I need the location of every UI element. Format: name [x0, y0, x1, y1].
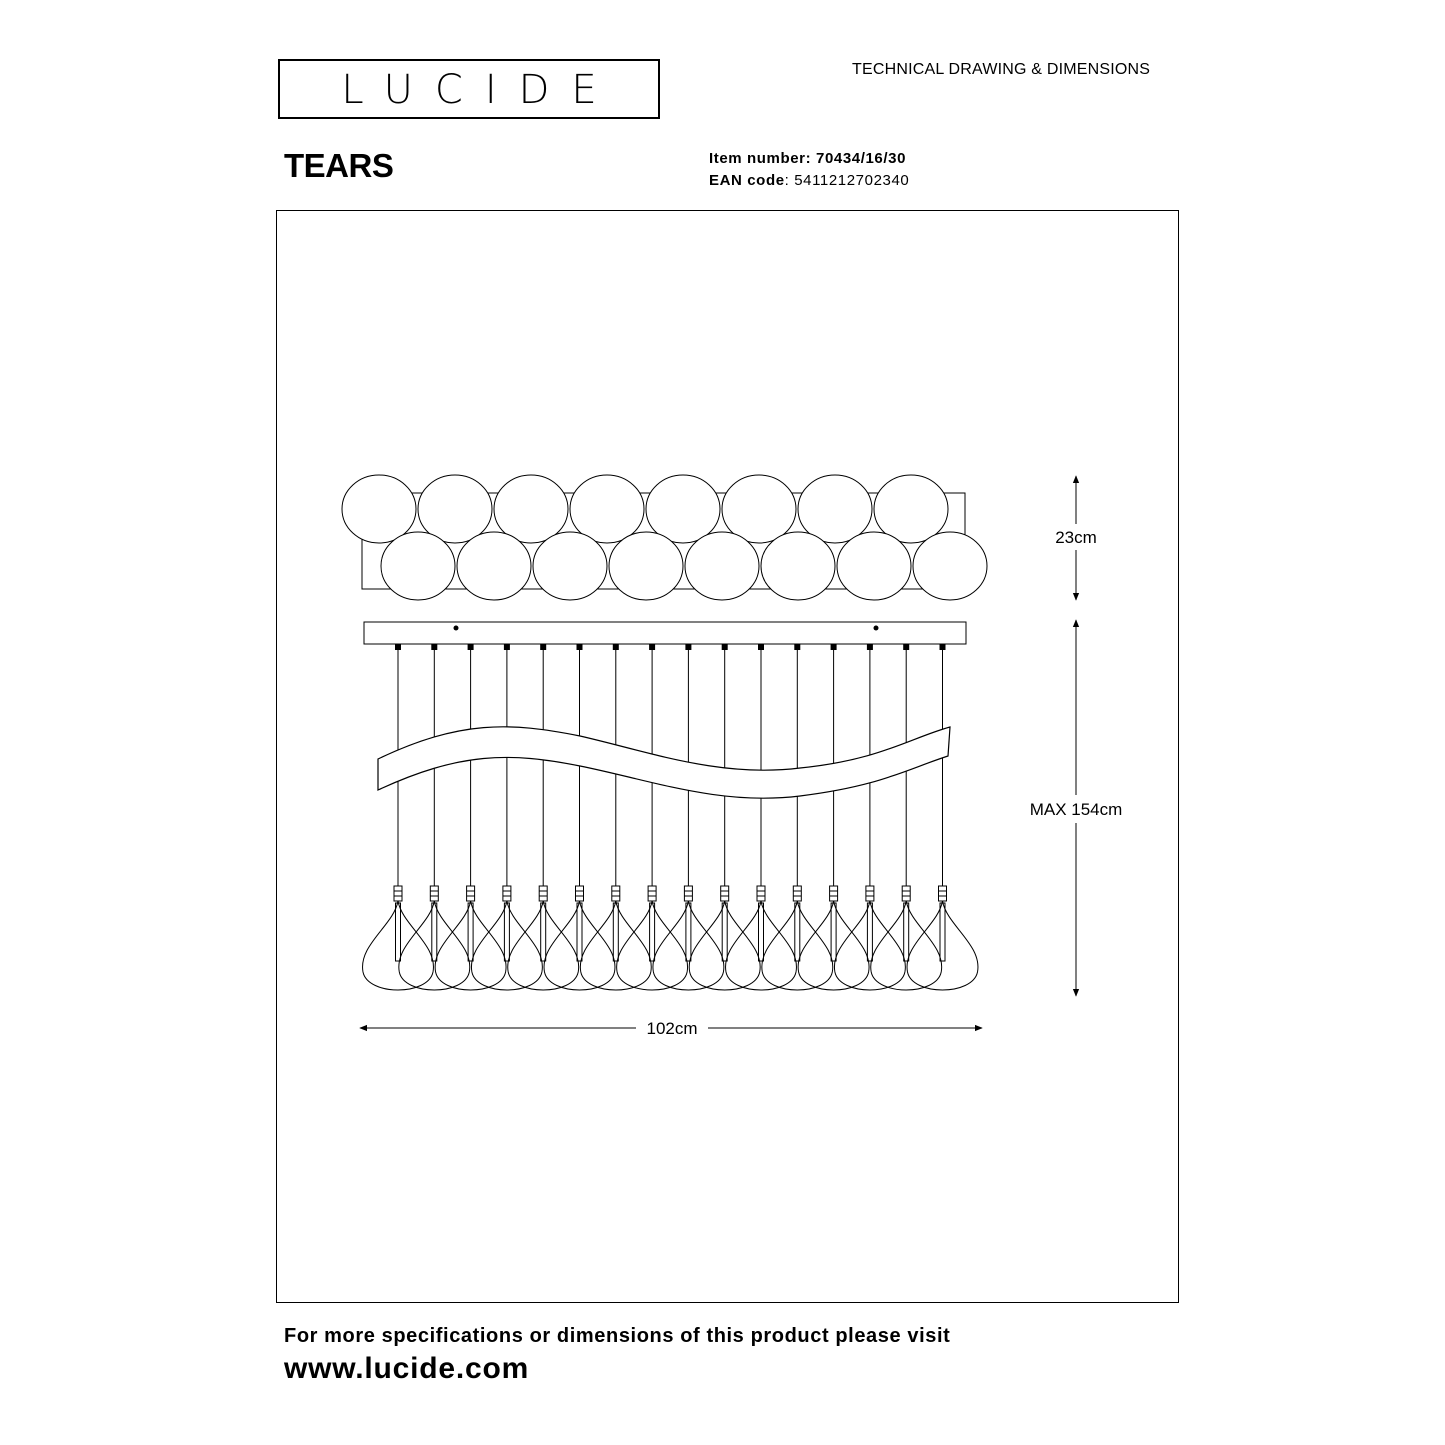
pendant-lamp	[871, 644, 942, 990]
canopy-screw-right	[874, 626, 879, 631]
pendant-lamp	[726, 644, 797, 990]
canopy-bar-side-view	[364, 622, 966, 644]
item-number-value: 70434/16/30	[816, 150, 907, 167]
pendant-lamp	[471, 644, 542, 990]
pendant-lamp	[399, 644, 470, 990]
brand-logo-text: LUCIDE	[341, 67, 619, 113]
pendant-lamp	[762, 644, 833, 990]
pendant-lamp	[508, 644, 579, 990]
item-number-label: Item number	[709, 150, 806, 167]
ean-code-label: EAN code	[709, 172, 785, 189]
pendant-group	[363, 644, 978, 990]
canopy-height-label: 23cm	[1055, 528, 1097, 547]
product-name: TEARS	[284, 147, 394, 184]
pendant-lamp	[544, 644, 615, 990]
glass-globe	[381, 532, 455, 600]
pendant-lamp	[435, 644, 506, 990]
glass-globe	[342, 475, 416, 543]
width-label: 102cm	[646, 1019, 698, 1038]
ean-code-line: EAN code: 5411212702340	[709, 172, 910, 189]
glass-globe	[609, 532, 683, 600]
pendant-lamp	[907, 644, 978, 990]
pendant-lamp	[834, 644, 905, 990]
glass-globe	[570, 475, 644, 543]
canopy-screw-left	[454, 626, 459, 631]
glass-globe	[418, 475, 492, 543]
pendant-lamp	[617, 644, 688, 990]
glass-globe	[457, 532, 531, 600]
glass-globe	[837, 532, 911, 600]
pendant-lamp	[363, 644, 434, 990]
pendant-lamp	[689, 644, 760, 990]
document-label: TECHNICAL DRAWING & DIMENSIONS	[852, 61, 1151, 78]
glass-globe	[722, 475, 796, 543]
glass-globe	[494, 475, 568, 543]
glass-globe	[685, 532, 759, 600]
glass-globe	[874, 475, 948, 543]
pendant-lamp	[653, 644, 724, 990]
glass-globe	[761, 532, 835, 600]
footer-url-link[interactable]: www.lucide.com	[284, 1352, 530, 1385]
glass-globe	[646, 475, 720, 543]
globe-group	[342, 475, 987, 600]
glass-globe	[533, 532, 607, 600]
glass-globe	[913, 532, 987, 600]
ean-code-value: 5411212702340	[794, 172, 910, 189]
pendant-lamp	[580, 644, 651, 990]
item-number-line: Item number: 70434/16/30	[709, 150, 907, 167]
footer-note: For more specifications or dimensions of this product please visit	[284, 1325, 951, 1347]
glass-globe	[798, 475, 872, 543]
pendant-lamp	[798, 644, 869, 990]
length-break-symbol	[378, 727, 950, 798]
max-height-label: MAX 154cm	[1029, 800, 1123, 819]
